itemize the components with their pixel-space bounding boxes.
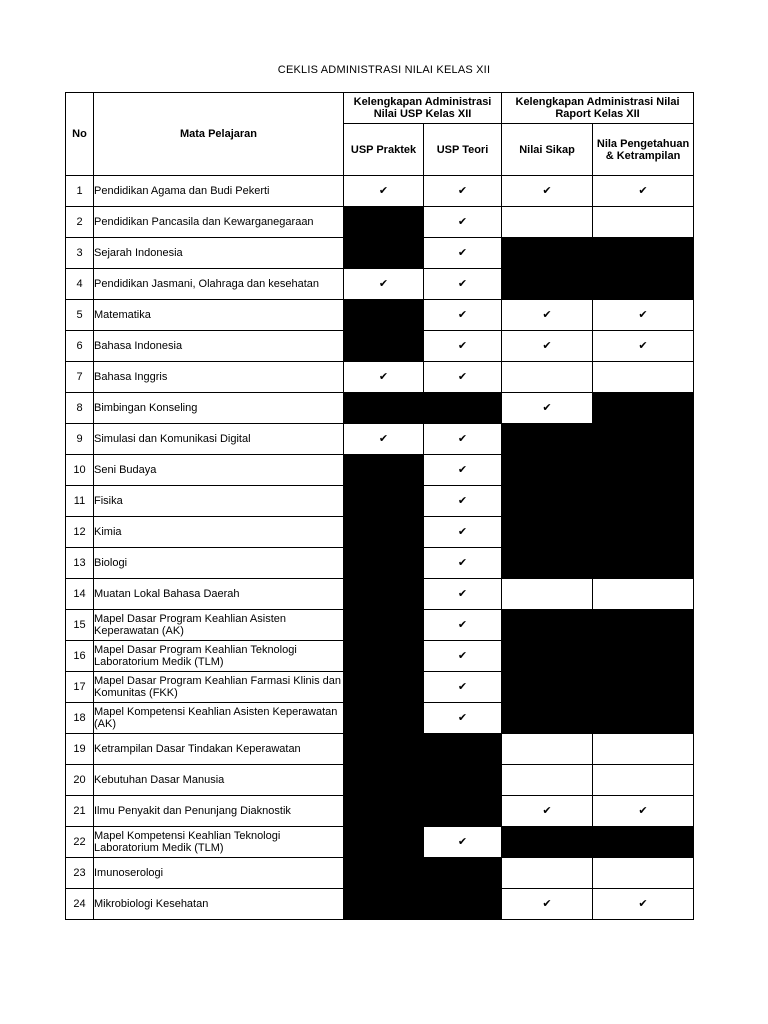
- row-number: 6: [66, 331, 94, 362]
- blacked-cell-usp-praktek: [344, 207, 424, 238]
- table-row: [66, 455, 694, 486]
- table-row: [66, 548, 694, 579]
- blacked-cell-pengetahuan-ketrampilan: [593, 548, 694, 579]
- empty-cell-nilai-sikap: [502, 858, 593, 889]
- subject-name: Mapel Dasar Program Keahlian Teknologi Laboratorium Medik (TLM): [94, 641, 344, 672]
- row-number: 22: [66, 827, 94, 858]
- table-row: [66, 703, 694, 734]
- table-row: [66, 238, 694, 269]
- blacked-cell-usp-praktek: [344, 331, 424, 362]
- checkmark-icon: ✔: [424, 207, 502, 238]
- blacked-cell-nilai-sikap: [502, 455, 593, 486]
- empty-cell-nilai-sikap: [502, 765, 593, 796]
- subject-name: Pendidikan Jasmani, Olahraga dan kesehatan: [94, 269, 344, 300]
- blacked-cell-usp-teori: [424, 858, 502, 889]
- blacked-cell-nilai-sikap: [502, 269, 593, 300]
- checkmark-icon: ✔: [424, 362, 502, 393]
- subject-name: Ketrampilan Dasar Tindakan Keperawatan: [94, 734, 344, 765]
- subject-name: Muatan Lokal Bahasa Daerah: [94, 579, 344, 610]
- table-row: [66, 517, 694, 548]
- checkmark-icon: ✔: [424, 579, 502, 610]
- blacked-cell-nilai-sikap: [502, 486, 593, 517]
- header-usp-teori: USP Teori: [424, 124, 502, 176]
- row-number: 21: [66, 796, 94, 827]
- table-row: [66, 827, 694, 858]
- row-number: 11: [66, 486, 94, 517]
- row-number: 14: [66, 579, 94, 610]
- checkmark-icon: ✔: [424, 517, 502, 548]
- subject-name: Kimia: [94, 517, 344, 548]
- empty-cell-nilai-sikap: [502, 362, 593, 393]
- blacked-cell-pengetahuan-ketrampilan: [593, 827, 694, 858]
- checkmark-icon: ✔: [424, 827, 502, 858]
- row-number: 2: [66, 207, 94, 238]
- blacked-cell-usp-teori: [424, 796, 502, 827]
- checkmark-icon: ✔: [424, 455, 502, 486]
- checkmark-icon: ✔: [424, 269, 502, 300]
- blacked-cell-usp-teori: [424, 889, 502, 920]
- empty-cell-pengetahuan-ketrampilan: [593, 362, 694, 393]
- checklist-table: [65, 92, 694, 920]
- subject-name: Matematika: [94, 300, 344, 331]
- blacked-cell-usp-praktek: [344, 734, 424, 765]
- row-number: 3: [66, 238, 94, 269]
- empty-cell-pengetahuan-ketrampilan: [593, 765, 694, 796]
- blacked-cell-usp-praktek: [344, 703, 424, 734]
- blacked-cell-usp-praktek: [344, 486, 424, 517]
- checkmark-icon: ✔: [502, 300, 593, 331]
- blacked-cell-pengetahuan-ketrampilan: [593, 517, 694, 548]
- blacked-cell-usp-praktek: [344, 455, 424, 486]
- blacked-cell-usp-praktek: [344, 579, 424, 610]
- checkmark-icon: ✔: [593, 796, 694, 827]
- header-group-raport: Kelengkapan Administrasi Nilai Raport Kelas XII: [502, 93, 694, 124]
- subject-name: Imunoserologi: [94, 858, 344, 889]
- checkmark-icon: ✔: [502, 331, 593, 362]
- checkmark-icon: ✔: [424, 703, 502, 734]
- subject-name: Bahasa Inggris: [94, 362, 344, 393]
- row-number: 19: [66, 734, 94, 765]
- blacked-cell-nilai-sikap: [502, 238, 593, 269]
- subject-name: Bimbingan Konseling: [94, 393, 344, 424]
- checkmark-icon: ✔: [502, 796, 593, 827]
- blacked-cell-usp-praktek: [344, 765, 424, 796]
- empty-cell-pengetahuan-ketrampilan: [593, 207, 694, 238]
- subject-name: Mapel Kompetensi Keahlian Teknologi Laboratorium Medik (TLM): [94, 827, 344, 858]
- row-number: 10: [66, 455, 94, 486]
- empty-cell-nilai-sikap: [502, 579, 593, 610]
- table-row: [66, 207, 694, 238]
- checkmark-icon: ✔: [424, 300, 502, 331]
- table-row: [66, 393, 694, 424]
- header-no: No: [66, 93, 94, 176]
- blacked-cell-usp-praktek: [344, 827, 424, 858]
- table-row: [66, 176, 694, 207]
- table-row: [66, 734, 694, 765]
- blacked-cell-usp-teori: [424, 734, 502, 765]
- checkmark-icon: ✔: [424, 610, 502, 641]
- blacked-cell-nilai-sikap: [502, 610, 593, 641]
- blacked-cell-usp-teori: [424, 765, 502, 796]
- blacked-cell-pengetahuan-ketrampilan: [593, 424, 694, 455]
- empty-cell-nilai-sikap: [502, 734, 593, 765]
- header-nilai-sikap: Nilai Sikap: [502, 124, 593, 176]
- checkmark-icon: ✔: [424, 331, 502, 362]
- checkmark-icon: ✔: [344, 362, 424, 393]
- blacked-cell-usp-praktek: [344, 238, 424, 269]
- blacked-cell-usp-teori: [424, 393, 502, 424]
- table-row: [66, 424, 694, 455]
- subject-name: Biologi: [94, 548, 344, 579]
- blacked-cell-pengetahuan-ketrampilan: [593, 610, 694, 641]
- blacked-cell-pengetahuan-ketrampilan: [593, 641, 694, 672]
- subject-name: Fisika: [94, 486, 344, 517]
- checkmark-icon: ✔: [424, 641, 502, 672]
- blacked-cell-nilai-sikap: [502, 703, 593, 734]
- subject-name: Bahasa Indonesia: [94, 331, 344, 362]
- checkmark-icon: ✔: [502, 393, 593, 424]
- checkmark-icon: ✔: [593, 331, 694, 362]
- checkmark-icon: ✔: [424, 424, 502, 455]
- blacked-cell-pengetahuan-ketrampilan: [593, 393, 694, 424]
- table-row: [66, 672, 694, 703]
- row-number: 5: [66, 300, 94, 331]
- checkmark-icon: ✔: [424, 672, 502, 703]
- blacked-cell-usp-praktek: [344, 672, 424, 703]
- blacked-cell-usp-praktek: [344, 858, 424, 889]
- blacked-cell-usp-praktek: [344, 517, 424, 548]
- checkmark-icon: ✔: [344, 176, 424, 207]
- row-number: 7: [66, 362, 94, 393]
- table-row: [66, 579, 694, 610]
- table-row: [66, 486, 694, 517]
- table-row: [66, 796, 694, 827]
- empty-cell-pengetahuan-ketrampilan: [593, 734, 694, 765]
- header-group-usp: Kelengkapan Administrasi Nilai USP Kelas XII: [344, 93, 502, 124]
- table-row: [66, 269, 694, 300]
- blacked-cell-pengetahuan-ketrampilan: [593, 672, 694, 703]
- header-subject: Mata Pelajaran: [94, 93, 344, 176]
- blacked-cell-pengetahuan-ketrampilan: [593, 703, 694, 734]
- table-row: [66, 331, 694, 362]
- blacked-cell-pengetahuan-ketrampilan: [593, 269, 694, 300]
- checkmark-icon: ✔: [502, 889, 593, 920]
- row-number: 18: [66, 703, 94, 734]
- subject-name: Ilmu Penyakit dan Penunjang Diaknostik: [94, 796, 344, 827]
- blacked-cell-pengetahuan-ketrampilan: [593, 455, 694, 486]
- table-body: [66, 176, 694, 920]
- subject-name: Sejarah Indonesia: [94, 238, 344, 269]
- blacked-cell-nilai-sikap: [502, 827, 593, 858]
- blacked-cell-nilai-sikap: [502, 548, 593, 579]
- header-usp-praktek: USP Praktek: [344, 124, 424, 176]
- blacked-cell-usp-praktek: [344, 610, 424, 641]
- row-number: 15: [66, 610, 94, 641]
- table-row: [66, 610, 694, 641]
- blacked-cell-usp-praktek: [344, 393, 424, 424]
- blacked-cell-pengetahuan-ketrampilan: [593, 486, 694, 517]
- row-number: 13: [66, 548, 94, 579]
- blacked-cell-usp-praktek: [344, 548, 424, 579]
- checkmark-icon: ✔: [424, 176, 502, 207]
- row-number: 12: [66, 517, 94, 548]
- row-number: 9: [66, 424, 94, 455]
- table-row: [66, 889, 694, 920]
- blacked-cell-nilai-sikap: [502, 424, 593, 455]
- blacked-cell-usp-praktek: [344, 796, 424, 827]
- table-row: [66, 641, 694, 672]
- subject-name: Seni Budaya: [94, 455, 344, 486]
- blacked-cell-pengetahuan-ketrampilan: [593, 238, 694, 269]
- table-row: [66, 362, 694, 393]
- checkmark-icon: ✔: [593, 889, 694, 920]
- row-number: 23: [66, 858, 94, 889]
- subject-name: Mapel Kompetensi Keahlian Asisten Keperawatan (AK): [94, 703, 344, 734]
- subject-name: Mikrobiologi Kesehatan: [94, 889, 344, 920]
- row-number: 17: [66, 672, 94, 703]
- header-pengetahuan-ketrampilan: Nila Pengetahuan & Ketrampilan: [593, 124, 694, 176]
- row-number: 20: [66, 765, 94, 796]
- table-row: [66, 300, 694, 331]
- table-row: [66, 765, 694, 796]
- subject-name: Mapel Dasar Program Keahlian Asisten Keperawatan (AK): [94, 610, 344, 641]
- document-title: CEKLIS ADMINISTRASI NILAI KELAS XII: [277, 64, 491, 76]
- blacked-cell-usp-praktek: [344, 641, 424, 672]
- row-number: 8: [66, 393, 94, 424]
- checkmark-icon: ✔: [502, 176, 593, 207]
- blacked-cell-usp-praktek: [344, 889, 424, 920]
- checkmark-icon: ✔: [344, 269, 424, 300]
- subject-name: Simulasi dan Komunikasi Digital: [94, 424, 344, 455]
- checkmark-icon: ✔: [424, 548, 502, 579]
- blacked-cell-nilai-sikap: [502, 672, 593, 703]
- blacked-cell-nilai-sikap: [502, 641, 593, 672]
- checkmark-icon: ✔: [424, 238, 502, 269]
- table-row: [66, 858, 694, 889]
- checkmark-icon: ✔: [344, 424, 424, 455]
- row-number: 24: [66, 889, 94, 920]
- subject-name: Mapel Dasar Program Keahlian Farmasi Klinis dan Komunitas (FKK): [94, 672, 344, 703]
- empty-cell-nilai-sikap: [502, 207, 593, 238]
- row-number: 16: [66, 641, 94, 672]
- subject-name: Pendidikan Pancasila dan Kewarganegaraan: [94, 207, 344, 238]
- blacked-cell-usp-praktek: [344, 300, 424, 331]
- checkmark-icon: ✔: [593, 176, 694, 207]
- checkmark-icon: ✔: [424, 486, 502, 517]
- row-number: 4: [66, 269, 94, 300]
- empty-cell-pengetahuan-ketrampilan: [593, 579, 694, 610]
- subject-name: Kebutuhan Dasar Manusia: [94, 765, 344, 796]
- row-number: 1: [66, 176, 94, 207]
- empty-cell-pengetahuan-ketrampilan: [593, 858, 694, 889]
- checkmark-icon: ✔: [593, 300, 694, 331]
- blacked-cell-nilai-sikap: [502, 517, 593, 548]
- subject-name: Pendidikan Agama dan Budi Pekerti: [94, 176, 344, 207]
